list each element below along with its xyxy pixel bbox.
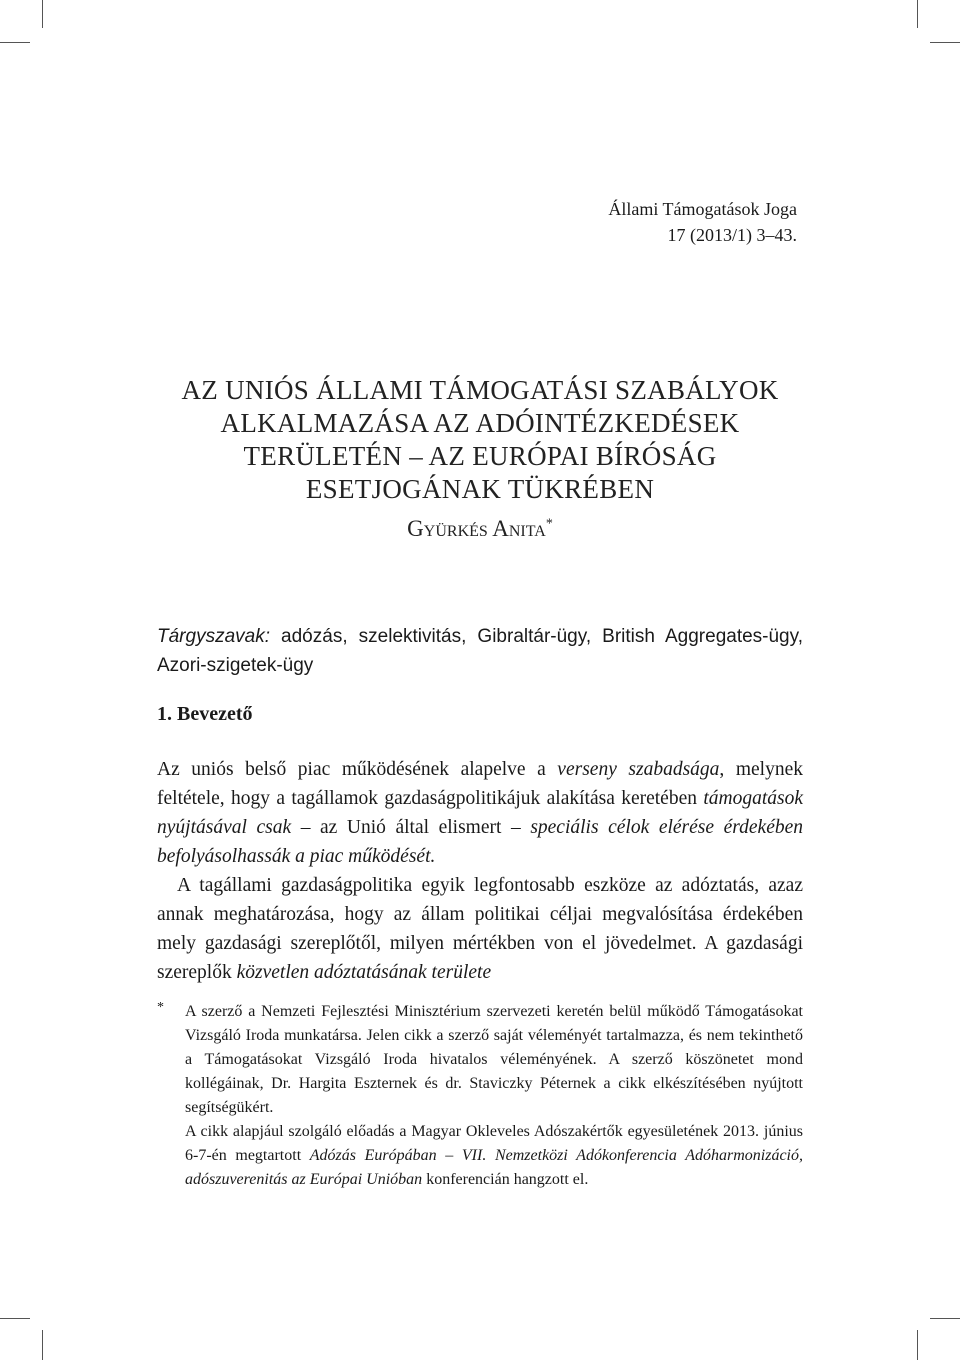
title-line-1: AZ UNIÓS ÁLLAMI TÁMOGATÁSI SZABÁLYOK: [181, 375, 779, 405]
body-text: [157, 755, 803, 987]
footnote-conference-title: Adózás Európában – VII. Nemzetközi Adókonferencia Adóharmonizáció, adószuverenitás az Európai Unióban: [185, 1147, 803, 1188]
crop-mark-bottom-right-horizontal: [930, 1318, 960, 1319]
crop-mark-top-right-vertical: [917, 0, 918, 28]
paragraph-2-emphasis: közvetlen adóztatásának területe: [236, 962, 492, 983]
author-text: Gyürkés Anita: [407, 516, 546, 541]
author-name: [157, 516, 803, 542]
crop-mark-top-left-horizontal: [0, 42, 30, 43]
paragraph-1-emphasis-1: verseny szabadsága: [557, 759, 720, 780]
journal-reference: [608, 196, 797, 248]
footnote: [157, 1000, 803, 1192]
crop-mark-bottom-left-vertical: [42, 1330, 43, 1360]
author-footnote-mark: *: [545, 516, 553, 532]
crop-mark-bottom-right-vertical: [917, 1330, 918, 1360]
footnote-body: [185, 1000, 803, 1192]
crop-mark-top-right-horizontal: [930, 42, 960, 43]
crop-mark-bottom-left-horizontal: [0, 1318, 30, 1319]
article-title-block: [157, 374, 803, 542]
paragraph-1-part-2: , melynek feltétele, hogy a tagállamok gazdaságpolitikájuk alakítása keretében: [157, 759, 803, 809]
crop-mark-top-left-vertical: [42, 0, 43, 28]
paragraph-1-part-3: – az Unió által elismert –: [291, 817, 531, 838]
footnote-paragraph-2-part-2: konferencián hangzott el.: [422, 1171, 589, 1188]
footnote-paragraph-2-part-1: A cikk alapjául szolgáló előadás a Magyar Okleveles Adószakértők egyesületének 2013. június 6-7-én megtartott: [185, 1123, 803, 1164]
keywords: [157, 622, 803, 680]
paragraph-2-text: A tagállami gazdaságpolitika egyik legfontosabb eszköze az adóztatás, azaz annak meghatározása, hogy az állam politikai céljai megvalósítása érdekében mely gazdasági szereplőtől, milyen mértékben von el jövedelmet. A gazdasági szereplők: [157, 875, 803, 983]
footnote-mark: *: [157, 1000, 164, 1015]
section-heading: 1. Bevezető: [157, 703, 253, 725]
journal-issue: 17 (2013/1) 3–43.: [667, 225, 797, 245]
paragraph-1-part-1: Az uniós belső piac működésének alapelve a: [157, 759, 558, 780]
title-line-2: ALKALMAZÁSA AZ ADÓINTÉZKEDÉSEK: [220, 408, 740, 438]
paragraph-1-emphasis-2: támogatások nyújtásával csak: [157, 788, 803, 838]
keywords-text: adózás, szelektivitás, Gibraltár-ügy, British Aggregates-ügy, Azori-szigetek-ügy: [157, 626, 803, 676]
journal-name: Állami Támogatások Joga: [608, 199, 797, 219]
keywords-label: Tárgyszavak:: [157, 626, 270, 647]
footnote-paragraph-1: A szerző a Nemzeti Fejlesztési Minisztérium szervezeti keretén belül működő Támogatásokat Vizsgáló Iroda munkatársa. Jelen cikk a szerző saját véleményét tartalmazza, és nem tekinthető a Támogatásokat Vizsgáló Iroda hivatalos véleményének. A szerző köszönetet mond kollégáinak, Dr. Hargita Eszternek és dr. Staviczky Péternek a cikk elkészítésében nyújtott segítségükért.: [185, 1003, 803, 1116]
title-line-4: ESETJOGÁNAK TÜKRÉBEN: [305, 474, 655, 504]
footnote-paragraph-2: [185, 1120, 803, 1192]
title-line-3: TERÜLETÉN – AZ EURÓPAI BÍRÓSÁG: [243, 441, 717, 471]
paragraph-1: [157, 755, 803, 871]
paragraph-2: [157, 871, 803, 987]
paragraph-1-emphasis-3: speciális célok elérése érdekében befolyásolhassák a piac működését.: [157, 817, 803, 867]
